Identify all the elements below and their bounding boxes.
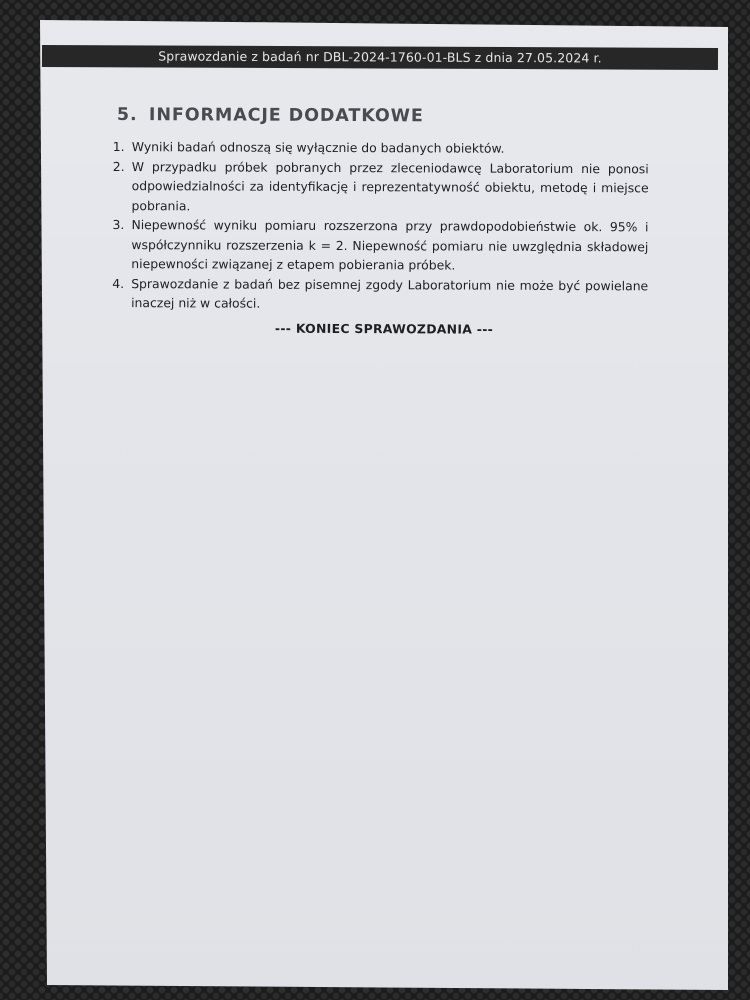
list-item-text: Niepewność wyniku pomiaru rozszerzona przy prawdopodobieństwie ok. 95% i współczynniku rozszerzenia k = 2. Niepewność pomiaru nie uwzględnia składowej niepewności związanej z etapem pobierania próbek.: [131, 217, 649, 273]
end-of-report-marker: --- KONIEC SPRAWOZDANIA ---: [274, 320, 494, 337]
list-item-number: 2.: [112, 158, 125, 174]
list-item-text: W przypadku próbek pobranych przez zleceniodawcę Laboratorium nie ponosi odpowiedzialności za identyfikację i reprezentatywność obiektu, metodę i miejsce pobrania.: [131, 158, 649, 213]
section-title: INFORMACJE DODATKOWE: [148, 105, 424, 127]
list-item-number: 1.: [112, 138, 125, 155]
list-item-text: Wyniki badań odnoszą się wyłącznie do badanych obiektów.: [131, 139, 505, 156]
list-item-text: Sprawozdanie z badań bez pisemnej zgody Laboratorium nie może być powielane inaczej niż w całości.: [131, 275, 649, 311]
section-number: 5.: [116, 105, 138, 126]
report-header-bar: [42, 45, 718, 70]
list-item: [112, 215, 648, 276]
list-item: [112, 273, 648, 314]
list-item-number: 3.: [112, 216, 125, 233]
list-item-number: 4.: [112, 275, 125, 291]
list-item: [113, 156, 649, 217]
document-content: [112, 103, 649, 337]
report-header-text: Sprawozdanie z badań nr DBL-2024-1760-01-BLS z dnia 27.05.2024 r.: [158, 48, 602, 66]
list-item: [113, 137, 649, 159]
section-heading: [117, 103, 649, 129]
notes-list: [112, 137, 649, 315]
